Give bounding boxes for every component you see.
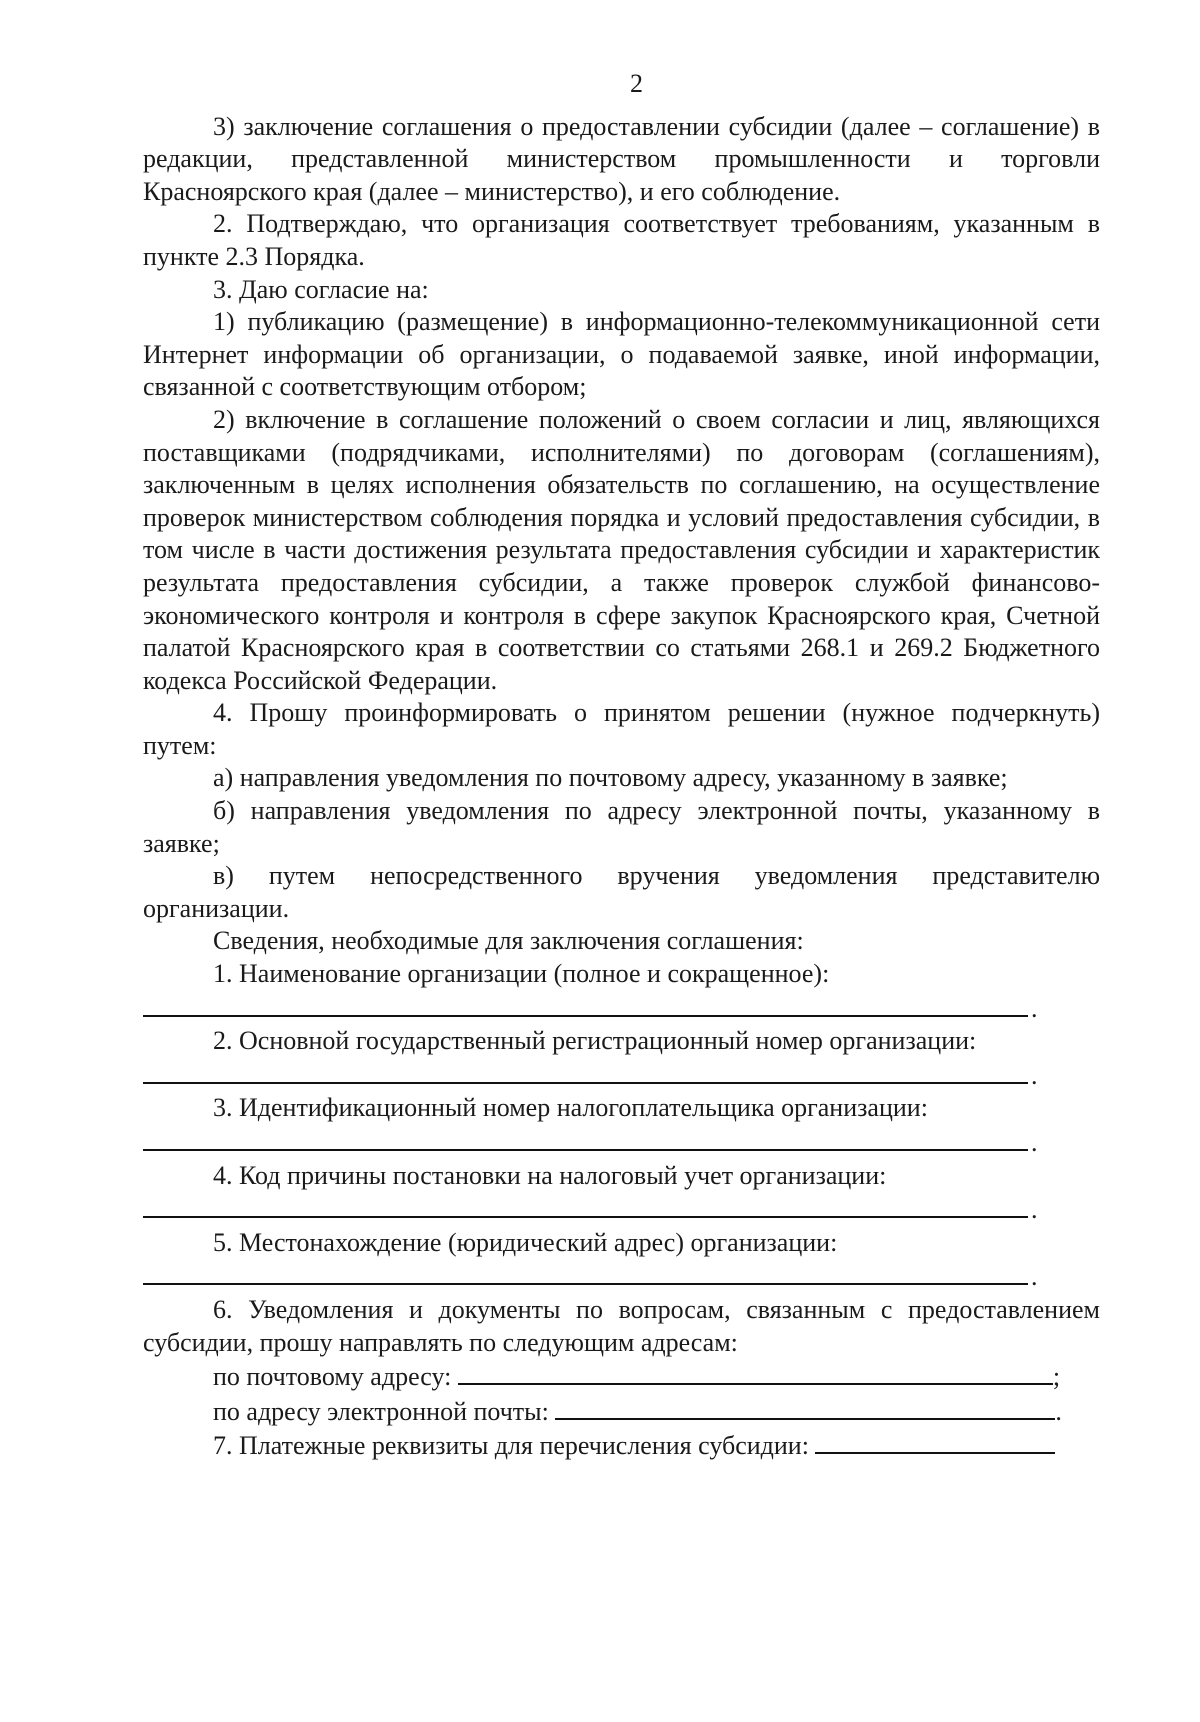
- paragraph-consent-inspections: 2) включение в соглашение положений о своем согласии и лиц, являющихся поставщиками (подрядчиками, исполнителями) по договорам (соглашениям), заключенным в целях исполнения обязательств по соглашению, на осуществление проверок министерством соблюдения порядка и условий предоставления субсидии, в том числе в части достижения результата предоставления субсидии и характеристик результата предоставления субсидии, а также проверок службой финансово-экономического контроля и контроля в сфере закупок Красноярского края, Счетной палатой Красноярского края в соответствии со статьями 268.1 и 269.2 Бюджетного кодекса Российской Федерации.: [143, 404, 1100, 695]
- option-b-email: б) направления уведомления по адресу электронной почты, указанному в заявке;: [143, 796, 1100, 858]
- paragraph-6-addresses: 6. Уведомления и документы по вопросам, связанным с предоставлением субсидии, прошу направлять по следующим адресам:: [143, 1294, 1100, 1357]
- field-label-kpp: 4. Код причины постановки на налоговый учет организации:: [213, 1160, 887, 1190]
- blank-line: [143, 1015, 1028, 1017]
- page-number: 2: [630, 69, 643, 98]
- field-label-inn: 3. Идентификационный номер налогоплательщика организации:: [213, 1093, 928, 1123]
- bank-details-row: [143, 1428, 1100, 1463]
- field-label-legal-address: 5. Местонахождение (юридический адрес) организации:: [213, 1227, 838, 1257]
- option-c-in-person: в) путем непосредственного вручения уведомления представителю организации.: [143, 861, 1100, 923]
- postal-address-row: [143, 1359, 1100, 1394]
- blank-line: [143, 1149, 1028, 1151]
- field-label-org-name: 1. Наименование организации (полное и сокращенное):: [213, 959, 830, 989]
- email-address-field[interactable]: [555, 1394, 1055, 1420]
- field-label-ogrn: 2. Основной государственный регистрационный номер организации:: [213, 1026, 977, 1056]
- line-end-mark: .: [1031, 1128, 1038, 1157]
- field-line-ogrn[interactable]: [143, 1058, 1100, 1091]
- field-line-legal-address[interactable]: [143, 1259, 1100, 1292]
- field-line-org-name[interactable]: [143, 991, 1100, 1024]
- paragraph-item-3-agreement: 3) заключение соглашения о предоставлении субсидии (далее – соглашение) в редакции, представленной министерством промышленности и торговли Красноярского края (далее – министерство), и его соблюдение.: [143, 111, 1100, 206]
- bank-details-label: 7. Платежные реквизиты для перечисления субсидии:: [213, 1431, 809, 1461]
- line-end-mark: .: [1031, 1195, 1038, 1225]
- paragraph-2-confirmation: 2. Подтверждаю, что организация соответствует требованиям, указанным в пункте 2.3 Порядка.: [143, 209, 1100, 271]
- blank-line: [143, 1216, 1028, 1218]
- line-end-mark: .: [1031, 1060, 1038, 1090]
- paragraph-4-notification-request: 4. Прошу проинформировать о принятом решении (нужное подчеркнуть) путем:: [143, 698, 1100, 760]
- paragraph-3-consent-heading: 3. Даю согласие на:: [213, 274, 429, 304]
- paragraph-consent-publication: 1) публикацию (размещение) в информационно-телекоммуникационной сети Интернет информации об организации, о подаваемой заявке, иной информации, связанной с соответствующим отбором;: [143, 307, 1100, 402]
- agreement-info-heading: Сведения, необходимые для заключения соглашения:: [213, 926, 804, 956]
- postal-address-end: ;: [1052, 1362, 1061, 1392]
- email-address-row: [143, 1394, 1100, 1429]
- option-a-postal: а) направления уведомления по почтовому адресу, указанному в заявке;: [213, 763, 1008, 793]
- field-line-inn[interactable]: [143, 1125, 1100, 1158]
- postal-address-field[interactable]: [458, 1359, 1053, 1385]
- line-end-mark: .: [1031, 1262, 1038, 1292]
- postal-address-label: по почтовому адресу:: [213, 1362, 452, 1392]
- blank-line: [143, 1082, 1028, 1084]
- blank-line: [143, 1283, 1028, 1285]
- field-line-kpp[interactable]: [143, 1192, 1100, 1225]
- bank-details-field[interactable]: [815, 1428, 1055, 1454]
- email-address-end: .: [1055, 1396, 1062, 1426]
- line-end-mark: .: [1031, 993, 1038, 1023]
- email-address-label: по адресу электронной почты:: [213, 1396, 549, 1426]
